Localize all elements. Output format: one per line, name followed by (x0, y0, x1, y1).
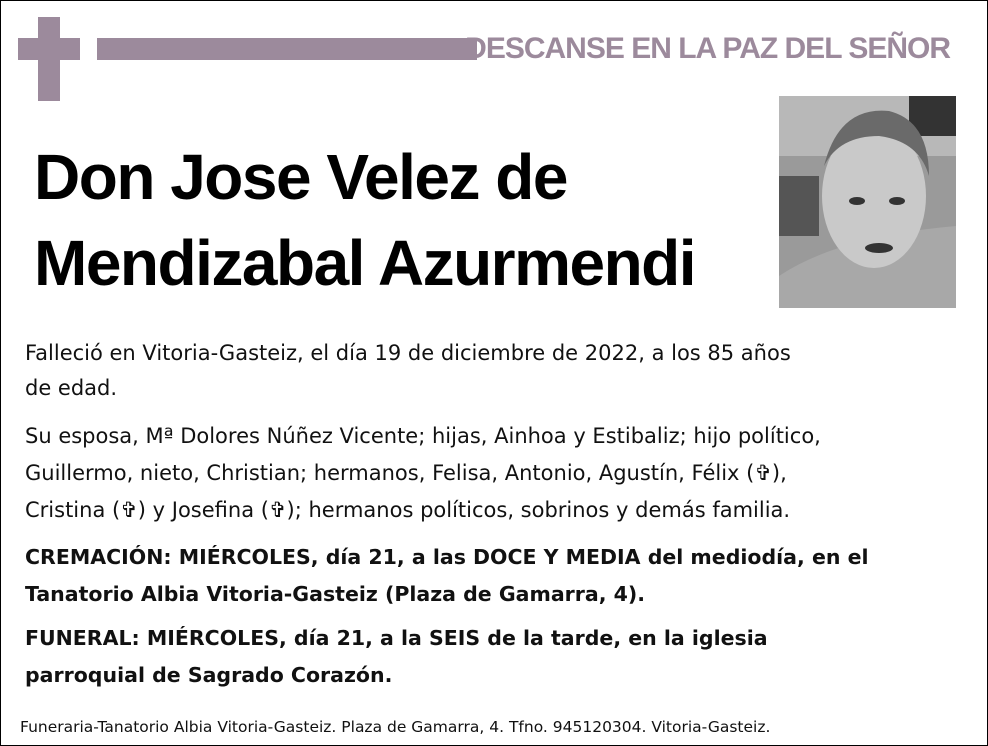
text-line: CREMACIÓN: MIÉRCOLES, día 21, a las DOCE Y MEDIA del mediodía, en el (25, 545, 869, 569)
text-line: de edad. (25, 376, 118, 400)
text-line: Tanatorio Albia Vitoria-Gasteiz (Plaza de Gamarra, 4). (25, 582, 646, 606)
cremation-notice (25, 540, 869, 614)
text-line: Cristina (✞) y Josefina (✞); hermanos políticos, sobrinos y demás familia. (25, 498, 791, 522)
text-line: FUNERAL: MIÉRCOLES, día 21, a la SEIS de la tarde, en la iglesia (25, 626, 768, 650)
text-line: Falleció en Vitoria-Gasteiz, el día 19 de diciembre de 2022, a los 85 años (25, 341, 791, 365)
name-line-2: Mendizabal Azurmendi (34, 227, 696, 299)
deceased-name (34, 134, 695, 306)
text-line: Su esposa, Mª Dolores Núñez Vicente; hijas, Ainhoa y Estibaliz; hijo político, (25, 424, 821, 448)
funeral-notice (25, 621, 768, 695)
funeral-home-footer: Funeraria-Tanatorio Albia Vitoria-Gasteiz. Plaza de Gamarra, 4. Tfno. 945120304. Vitoria-Gasteiz. (20, 718, 771, 736)
header-bar (97, 38, 477, 60)
text-line: Guillermo, nieto, Christian; hermanos, Felisa, Antonio, Agustín, Félix (✞), (25, 461, 787, 485)
text-line: parroquial de Sagrado Corazón. (25, 663, 393, 687)
cross-icon-arm (18, 38, 80, 60)
death-notice (25, 336, 791, 406)
deceased-photo (779, 96, 956, 308)
header-motto: DESCANSE EN LA PAZ DEL SEÑOR (465, 32, 950, 65)
family-notice (25, 419, 821, 530)
name-line-1: Don Jose Velez de (34, 141, 567, 213)
